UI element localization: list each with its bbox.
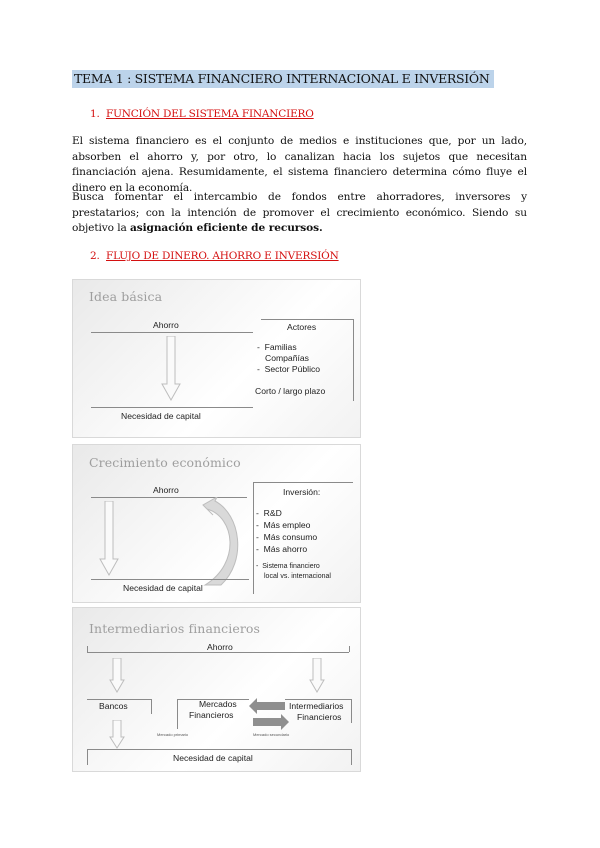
paragraph-purpose-bold: asignación eficiente de recursos. — [129, 222, 323, 234]
inversion-line — [253, 482, 353, 483]
actores-line — [261, 319, 353, 320]
necesidad-label: Necesidad de capital — [173, 753, 253, 763]
intermediarios-label: Intermediarios — [289, 701, 344, 711]
exchange-arrows-icon — [249, 698, 289, 730]
necesidad-line — [91, 407, 253, 408]
paragraph-purpose — [72, 190, 527, 237]
tiny-note-left: Mercado primario — [157, 732, 189, 737]
paragraph-purpose-text: Busca fomentar el intercambio de fondos entre ahorradores, inversores y prestatarios; con la intención de promover el crecimiento económico. Siendo su objetivo la — [72, 191, 527, 234]
section-heading-1 — [90, 108, 314, 120]
inversion-item: - R&D — [256, 508, 282, 518]
actor-item: - Familias — [257, 342, 297, 352]
diagram-economic-growth — [72, 444, 361, 603]
actores-label: Actores — [287, 322, 317, 332]
diagram-financial-intermediaries — [72, 607, 361, 772]
bancos-line — [87, 699, 151, 700]
inversion-bracket — [253, 482, 254, 594]
paragraph-definition: El sistema financiero es el conjunto de medios e instituciones que, por un lado, absorben el ahorro y, por otro, lo canalizan hacia los sujetos que necesitan financiación ajena. Resumidamente, el sistema financiero determina cómo fluye el dinero en la economía. — [72, 135, 527, 194]
ahorro-tick-left — [87, 646, 88, 652]
intermediarios-label-2: Financieros — [297, 712, 342, 722]
section-label: FLUJO DE DINERO. AHORRO E INVERSIÓN — [106, 250, 339, 262]
intermediarios-line — [285, 699, 351, 700]
actor-item: Compañías — [265, 353, 309, 363]
mercados-bracket — [177, 699, 178, 729]
ahorro-line — [91, 332, 253, 333]
bancos-label: Bancos — [99, 701, 128, 711]
curved-arrow-icon — [201, 497, 245, 591]
down-arrow-icon — [109, 720, 125, 750]
inversion-item: - Más ahorro — [256, 544, 308, 554]
down-arrow-icon — [109, 658, 125, 694]
section-number: 2. — [90, 250, 100, 262]
sistema-label-2: local vs. internacional — [264, 573, 331, 580]
actor-item: - Sector Público — [257, 364, 321, 374]
page-title: TEMA 1 : SISTEMA FINANCIERO INTERNACIONAL E INVERSIÓN — [72, 70, 494, 88]
section-heading-2 — [90, 250, 339, 262]
necesidad-label: Necesidad de capital — [121, 411, 201, 421]
mercados-label-2: Financieros — [189, 710, 234, 720]
section-number: 1. — [90, 108, 100, 120]
actores-bracket — [353, 319, 354, 401]
sistema-label: - Sistema financiero — [256, 563, 320, 570]
necesidad-line — [87, 749, 351, 750]
ahorro-label: Ahorro — [207, 642, 233, 652]
ahorro-label: Ahorro — [153, 485, 179, 495]
section-label: FUNCIÓN DEL SISTEMA FINANCIERO — [106, 108, 314, 120]
diagram-title: Idea básica — [89, 289, 163, 304]
ahorro-tick-right — [349, 646, 350, 652]
necesidad-tick-right — [351, 749, 352, 765]
ahorro-label: Ahorro — [153, 320, 179, 330]
down-arrow-icon — [161, 336, 181, 402]
tiny-note-right: Mercado secundario — [253, 732, 290, 737]
bancos-bracket — [151, 699, 152, 714]
inversion-item: - Más consumo — [256, 532, 318, 542]
inversion-item: - Más empleo — [256, 520, 311, 530]
necesidad-line — [91, 579, 249, 580]
diagram-title: Crecimiento económico — [89, 455, 241, 470]
down-arrow-icon — [99, 501, 119, 577]
inversion-label: Inversión: — [283, 487, 321, 497]
necesidad-tick-left — [87, 749, 88, 765]
necesidad-label: Necesidad de capital — [123, 583, 203, 593]
intermediarios-bracket — [351, 699, 352, 723]
mercados-label: Mercados — [199, 699, 237, 709]
diagram-title: Intermediarios financieros — [89, 621, 261, 636]
ahorro-line — [87, 652, 349, 653]
down-arrow-icon — [309, 658, 325, 694]
plazo-label: Corto / largo plazo — [255, 386, 326, 396]
diagram-basic-idea — [72, 279, 361, 438]
